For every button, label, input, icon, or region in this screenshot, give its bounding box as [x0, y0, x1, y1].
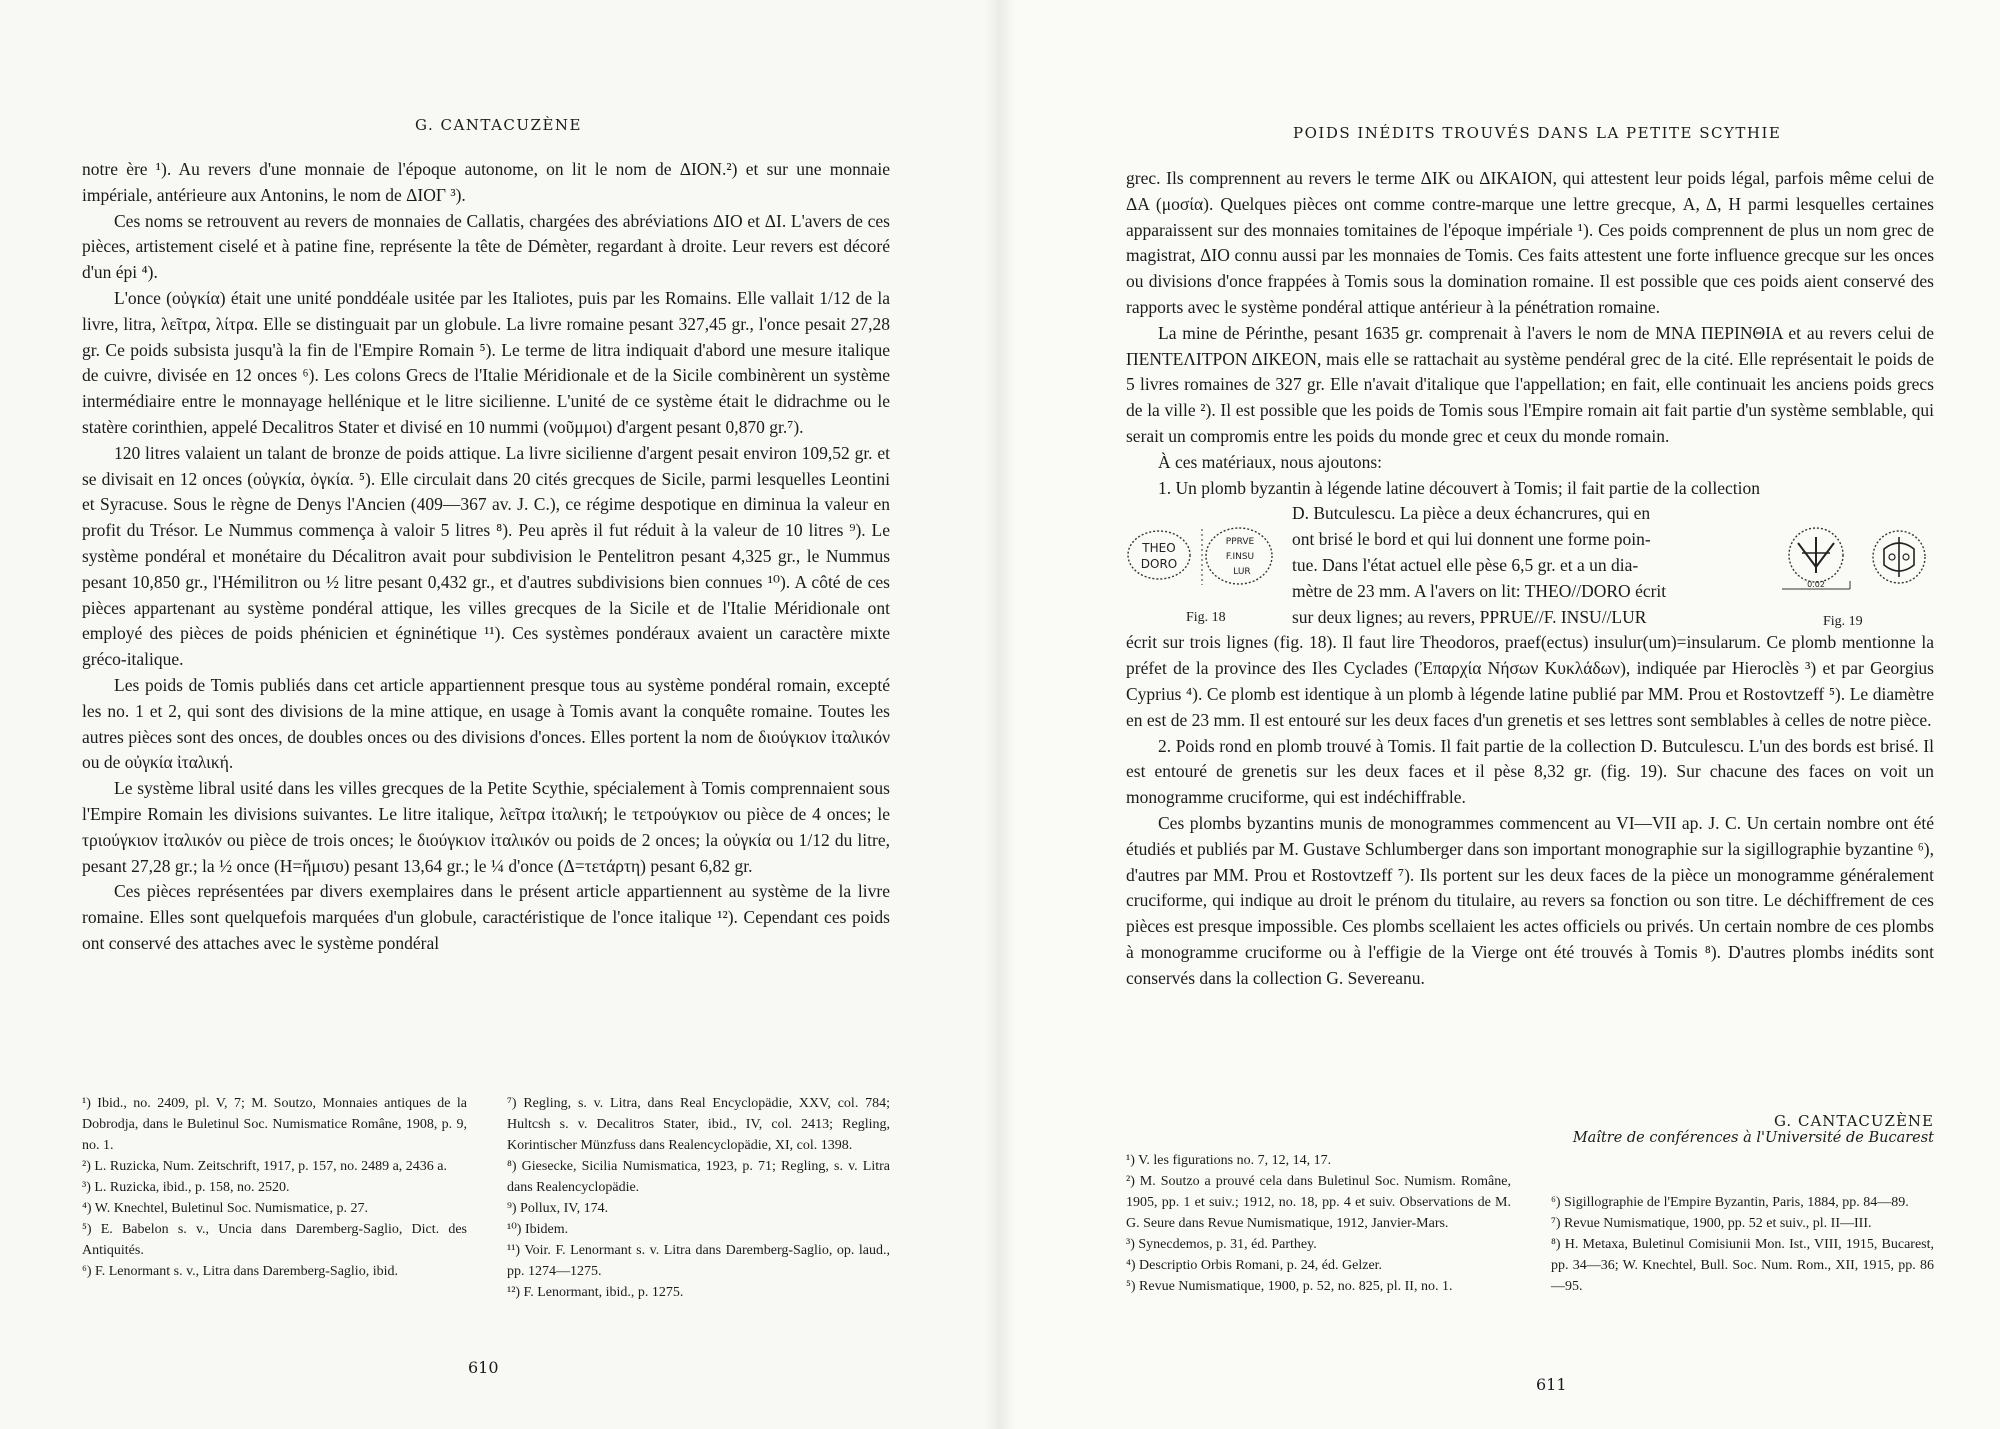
left-paragraph: Ces pièces représentées par divers exemplaires dans le présent article appartiennent au système de la livre romaine. Elles sont quelquefois marquées d'un globule, caractéristique de l'once italique ¹²). Cependant ces poids ont conservé des attaches avec le système pondéral — [82, 881, 890, 953]
fig-19-caption: Fig. 19 — [1823, 614, 1863, 630]
footnote: ⁶) Sigillographie de l'Empire Byzantin, Paris, 1884, pp. 84—89. — [1551, 1195, 1909, 1210]
left-body-text — [82, 157, 890, 957]
item-1-figure-row — [1126, 501, 1934, 630]
footnote: ⁶) F. Lenormant s. v., Litra dans Daremberg-Saglio, ibid. — [82, 1264, 398, 1279]
left-paragraph: Le système libral usité dans les villes grecques de la Petite Scythie, spécialement à Tomis comprennaient sous l'Empire Romain les divisions suivantes. Le litre italique, λεῖτρα ἰταλική; le τετρούγκιον ou pièce de 4 onces; le τριούγκιον ἰταλικόν ou pièce de trois onces; le διούγκιον ἰταλικόν ou poids de 2 onces; la οὐγκία ou 1/12 du litre, pesant 27,28 gr.; la ½ once (Η=ἥμισυ) pesant 13,64 gr.; le ¼ d'once (Δ=τετάρτη) pesant 6,82 gr. — [82, 778, 890, 876]
left-footnotes — [82, 1093, 890, 1333]
author-signature — [1500, 1112, 1934, 1146]
footnote: ¹¹) Voir. F. Lenormant s. v. Litra dans Daremberg-Saglio, op. laud., pp. 1274—1275. — [507, 1243, 890, 1279]
right-footnotes — [1126, 1150, 1934, 1380]
right-footnotes-column-2 — [1551, 1192, 1934, 1297]
right-running-head: POIDS INÉDITS TROUVÉS DANS LA PETITE SCYTHIE — [1293, 124, 1782, 142]
fig-18-inscription: THEO — [1142, 541, 1176, 556]
footnote: ⁴) Descriptio Orbis Romani, p. 24, éd. Gelzer. — [1126, 1258, 1383, 1273]
right-paragraph: 2. Poids rond en plomb trouvé à Tomis. Il fait partie de la collection D. Butculescu. L'un des bords est brisé. Il est entouré de grenetis sur les deux faces et il pèse 8,32 gr. (fig. 19). Sur chacune des faces on voit un monogramme cruciforme, qui est indéchiffrable. — [1126, 735, 1934, 808]
footnote: ³) Synecdemos, p. 31, éd. Parthey. — [1126, 1237, 1317, 1252]
footnote: ⁷) Regling, s. v. Litra, dans Real Encyclopädie, XXV, col. 784; Hultcsh s. v. Decalitros Stater, ibid., IV, col. 2413; Regling, Korintischer Münzfuss dans Realencyclopädie, XI, col. 1398. — [507, 1096, 890, 1153]
fig-18-caption: Fig. 18 — [1186, 610, 1226, 626]
signature-affiliation: Maître de conférences à l'Université de Bucarest — [1572, 1130, 1934, 1146]
fig-18-inscription: DORO — [1140, 557, 1178, 572]
footnote: ⁵) Revue Numismatique, 1900, p. 52, no. 825, pl. II, no. 1. — [1126, 1279, 1453, 1294]
right-footnotes-column-1 — [1126, 1150, 1511, 1297]
footnote: ¹) V. les figurations no. 7, 12, 14, 17. — [1126, 1153, 1332, 1168]
footnote: ⁹) Pollux, IV, 174. — [507, 1201, 609, 1216]
footnote: ²) M. Soutzo a prouvé cela dans Buletinul Soc. Numism. Române, 1905, pp. 1 et suiv.; 1912, no. 18, pp. 4 et suiv. Observations de M. G. Seure dans Revue Numismatique, 1912, Janvier-Mars. — [1126, 1174, 1511, 1231]
item-1-line: ont brisé le bord et qui lui donnent une forme poin- — [1292, 529, 1651, 550]
right-body-text — [1126, 166, 1934, 992]
right-page-number: 611 — [1536, 1375, 1567, 1394]
item-1-line: mètre de 23 mm. A l'avers on lit: THEO//DORO écrit — [1292, 580, 1667, 601]
right-paragraph: La mine de Périnthe, pesant 1635 gr. comprenait à l'avers le nom de ΜΝΑ ΠΕΡΙΝΘΙΑ et au revers celui de ΠΕΝΤΕΛΙΤΡΟΝ ΔΙΚΕΟΝ, mais elle se rattachait au système pendéral grec de la cité. Elle représentait le poids de 5 livres romaines de 327 gr. Elle n'avait d'italique que l'appellation; en fait, elle continuait les anciens poids grecs de la ville ²). Il est possible que les poids de Tomis sous l'Empire romain ait fait partie d'un système semblable, qui serait un compromis entre les poids du monde grec et ceux du monde romain. — [1126, 322, 1934, 446]
left-paragraph: L'once (οὐγκία) était une unité ponddéale usitée par les Italiotes, puis par les Romains. Elle vallait 1/12 de la livre, litra, λεῖτρα, λίτρα. Elle se distinguait par un globule. La livre romaine pesant 327,45 gr., l'once pesait 27,28 gr. Ce poids subsista jusqu'à la fin de l'Empire Romain ⁵). Le terme de litra indiquait d'abord une mesure italique de cuivre, divisée en 12 onces ⁶). Les colons Grecs de l'Italie Méridionale et de la Sicile combinèrent un système intermédiaire entre le monnayage hellénique et le litre sicilienne. L'unité de ce système était le didrachme ou le statère corinthien, appelé Decalitros Stater et divisé en 10 nummi (νοῦμμοι) d'argent pesant 0,870 gr.⁷). — [82, 287, 890, 437]
left-paragraph: Ces noms se retrouvent au revers de monnaies de Callatis, chargées des abréviations ΔΙΟ et ΔΙ. L'avers de ces pièces, artistement ciselé et à patine fine, représente la tête de Démèter, regardant à droite. Leur revers est décoré d'un épi ⁴). — [82, 210, 890, 283]
item-1-line: sur deux lignes; au revers, PPRUE//F. INSU//LUR — [1292, 606, 1647, 627]
footnote: ³) L. Ruzicka, ibid., p. 158, no. 2520. — [82, 1180, 290, 1195]
right-paragraph: À ces matériaux, nous ajoutons: — [1158, 451, 1383, 472]
left-paragraph: 120 litres valaient un talant de bronze de poids attique. La livre sicilienne d'argent pesait environ 109,52 gr. et se divisait en 12 onces (οὐγκία, ὀγκία. ⁵). Elle circulait dans 20 cités grecques de Sicile, parmi lesquelles Leontini et Syracuse. Sous le règne de Denys l'Ancien (409—367 av. J. C.), ce régime despotique en diminua la valeur en profit du Trésor. Le Nummus commença à valoir 5 litres ⁸). Peu après il fut réduit à la valeur de 10 litres ⁹). Le système pondéral et monétaire du Décalitron avait pour subdivision le Pentelitron pesant 4,325 gr., le Nummus pesant 10,850 gr., l'Hémilitron ou ½ litre pesant 0,432 gr., et d'autres subdivisions bien connues ¹⁰). A côté de ces pièces appartenant au système pondéral attique, les villes grecques de la Sicile et de l'Italie Méridionale ont employé des pièces de poids phénicien et égninétique ¹¹). Ces systèmes pondéraux avaient un caractère mixte gréco-italique. — [82, 442, 890, 670]
fig-19-scale-label: 0.02 — [1807, 580, 1825, 590]
fig-18-seal-obverse — [1125, 527, 1193, 583]
item-1-line: tue. Dans l'état actuel elle pèse 6,5 gr. et a un dia- — [1292, 554, 1639, 575]
fig-18-inscription: LUR — [1233, 567, 1251, 578]
footnote: ²) L. Ruzicka, Num. Zeitschrift, 1917, p. 157, no. 2489 a, 2436 a. — [82, 1159, 448, 1174]
left-page-number: 610 — [468, 1358, 499, 1377]
fig-19-weight-obverse — [1778, 523, 1856, 593]
fig-18-inscription: PPRVE — [1225, 537, 1255, 548]
fig-19-weight-reverse — [1866, 527, 1932, 587]
signature-name: G. CANTACUZÈNE — [1773, 1112, 1934, 1130]
left-footnotes-column-1 — [82, 1093, 467, 1282]
footnote: ¹²) F. Lenormant, ibid., p. 1275. — [507, 1285, 684, 1300]
fig-18-seal-reverse — [1200, 523, 1278, 589]
footnote: ⁵) E. Babelon s. v., Uncia dans Daremberg-Saglio, Dict. des Antiquités. — [82, 1222, 467, 1258]
left-footnotes-column-2 — [507, 1093, 890, 1303]
footnote: ⁷) Revue Numismatique, 1900, pp. 52 et suiv., pl. II—III. — [1551, 1216, 1872, 1231]
right-paragraph: Ces plombs byzantins munis de monogrammes commencent au VI—VII ap. J. C. Un certain nombre ont été étudiés et publiés par M. Gustave Schlumberger dans son important monographie sur la sigillographie byzantine ⁶), d'autres par MM. Prou et Rostovtzeff ⁷). Ils portent sur les deux faces de la pièce un monogramme généralement cruciforme, qui indique au droit le prénom du titulaire, au revers sa fonction ou son titre. Le déchiffrement de ces pièces est presque impossible. Ces plombs scellaient les actes officiels ou privés. Un certain nombre de ces plombs à monogramme cruciforme ou à l'effigie de la Vierge ont été trouvés à Tomis ⁸). D'autres plombs inédits sont conservés dans la collection G. Severeanu. — [1126, 812, 1934, 988]
footnote: ⁸) H. Metaxa, Buletinul Comisiunii Mon. Ist., VIII, 1915, Bucarest, pp. 34—36; W. Knechtel, Bull. Soc. Num. Rom., XII, 1915, pp. 86—95. — [1551, 1237, 1934, 1294]
right-paragraph: écrit sur trois lignes (fig. 18). Il faut lire Theodoros, praef(ectus) insulur(um)=insularum. Ce plomb mentionne la préfet de la province des Iles Cyclades (Ἐπαρχία Νήσων Κυκλάδων), indiquée par Hieroclès ³) et par Georgius Cyprius ⁴). Ce plomb est identique à un plomb à légende latine publié par MM. Prou et Rostovtzeff ⁵). Le diamètre en est de 23 mm. Il est entouré sur les deux faces d'un grenetis et ses lettres sont semblables à celles de notre pièce. — [1126, 632, 1934, 730]
left-running-head: G. CANTACUZÈNE — [415, 116, 583, 134]
fig-18-inscription: F.INSU — [1225, 552, 1255, 563]
item-1-heading: 1. Un plomb byzantin à légende latine découvert à Tomis; il fait partie de la collection — [1158, 477, 1761, 498]
footnote: ⁸) Giesecke, Sicilia Numismatica, 1923, p. 71; Regling, s. v. Litra dans Realencyclopädie. — [507, 1159, 890, 1195]
left-paragraph: notre ère ¹). Au revers d'une monnaie de l'époque autonome, on lit le nom de ΔΙΟΝ.²) et sur une monnaie impériale, antérieure aux Antonins, le nom de ΔΙΟΓ ³). — [82, 159, 890, 205]
right-paragraph: grec. Ils comprennent au revers le terme ΔΙΚ ou ΔΙΚΑΙΟΝ, qui attestent leur poids légal, parfois même celui de ΔΑ (μοσία). Quelques pièces ont comme contre-marque une lettre grecque, Α, Δ, Η parmi lesquelles certaines apparaissent sur des monnaies tomitaines de l'époque impériale ¹). Ces poids comprennent de plus un nom grec de magistrat, ΔΙΟ connu aussi par les monnaies de Tomis. Ces faits attestent une forte influence grecque sur les onces ou divisions d'once frappées à Tomis sous la domination romaine. Il est possible que ces poids aient conservé des rapports avec le système pondéral attique antérieur à la pénétration romaine. — [1126, 168, 1934, 317]
footnote: ¹⁰) Ibidem. — [507, 1222, 569, 1237]
item-1-line: D. Butculescu. La pièce a deux échancrures, qui en — [1292, 503, 1651, 524]
footnote: ⁴) W. Knechtel, Buletinul Soc. Numismatice, p. 27. — [82, 1201, 369, 1216]
book-gutter — [985, 0, 1015, 1429]
left-paragraph: Les poids de Tomis publiés dans cet article appartiennent presque tous au système pondéral romain, excepté les no. 1 et 2, qui sont des divisions de la mine attique, en usage à Tomis avant la conquête romaine. Toutes les autres pièces sont des onces, de doubles onces ou des divisions d'onces. Elles portent la nom de διούγκιον ἰταλικόν ou de οὐγκία ἰταλική. — [82, 674, 890, 773]
footnote: ¹) Ibid., no. 2409, pl. V, 7; M. Soutzo, Monnaies antiques de la Dobrodja, dans le Buletinul Soc. Numismatice Române, 1908, p. 9, no. 1. — [82, 1096, 467, 1153]
